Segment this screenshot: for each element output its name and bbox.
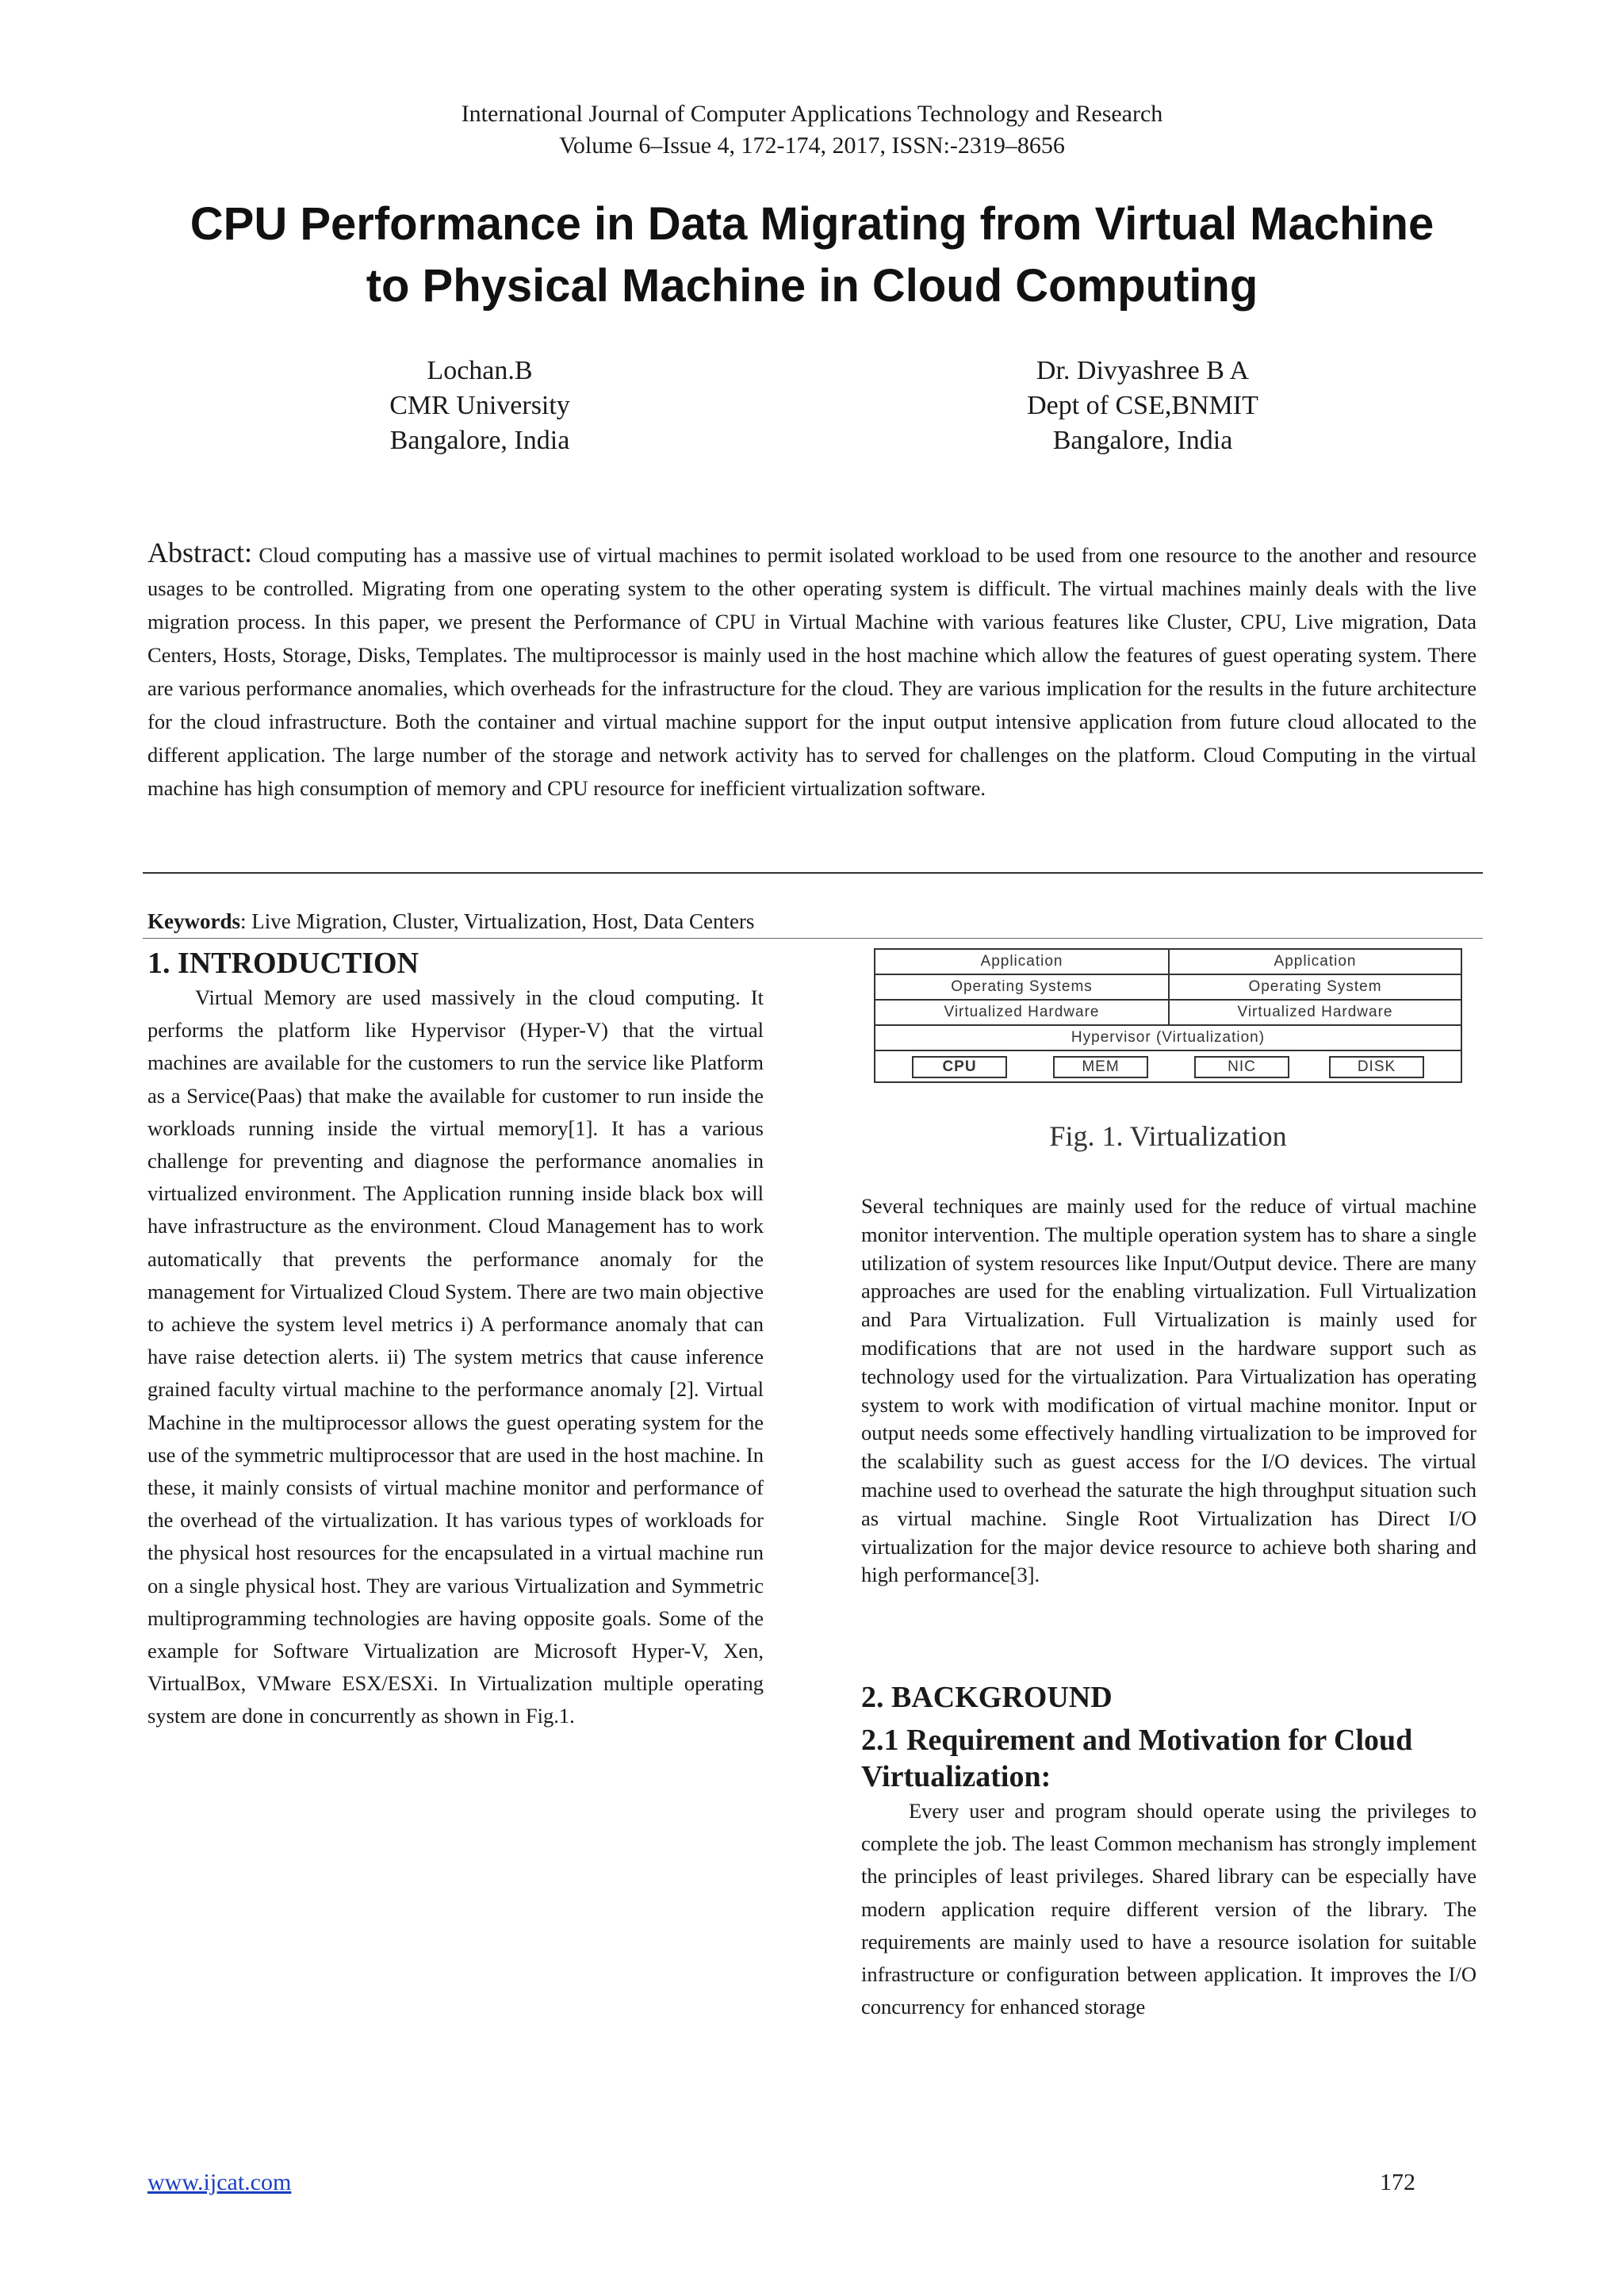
fig-left-application: Application xyxy=(874,948,1170,975)
author-2 xyxy=(980,354,1305,458)
fig-right-hardware: Virtualized Hardware xyxy=(1168,999,1462,1026)
keywords xyxy=(147,907,754,936)
requirement-body xyxy=(861,1795,1477,2023)
requirement-heading xyxy=(861,1722,1496,1795)
requirement-paragraph: Every user and program should operate using the privileges to complete the job. The least Common mechanism has strongly implement the principles of least privileges. Shared library can be especially have modern application require different version of the library. The requirements are mainly used to have a resource isolation for suitable infrastructure or configuration between application. It improves the I/O concurrency for enhanced storage xyxy=(861,1799,1477,2019)
title-line-2: to Physical Machine in Cloud Computing xyxy=(366,260,1258,312)
fig-cpu: CPU xyxy=(912,1056,1007,1078)
journal-name: International Journal of Computer Applications Technology and Research xyxy=(461,101,1163,127)
virtualization-figure xyxy=(874,948,1462,1083)
fig-hypervisor: Hypervisor (Virtualization) xyxy=(874,1024,1462,1051)
volume-info: Volume 6–Issue 4, 172-174, 2017, ISSN:-2319–8656 xyxy=(559,132,1065,159)
fig-right-os: Operating System xyxy=(1168,974,1462,1001)
figure-caption: Fig. 1. Virtualization xyxy=(1049,1120,1287,1152)
abstract-divider xyxy=(143,872,1483,874)
paper-title xyxy=(79,193,1545,317)
keywords-text: : Live Migration, Cluster, Virtualization, Host, Data Centers xyxy=(240,909,755,933)
fig-mem: MEM xyxy=(1053,1056,1148,1078)
title-line-1: CPU Performance in Data Migrating from Virtual Machine xyxy=(190,198,1434,250)
author-name: Lochan.B xyxy=(427,356,533,385)
intro-heading: 1. INTRODUCTION xyxy=(147,947,419,980)
page-number: 172 xyxy=(1380,2169,1415,2195)
fig-left-os: Operating Systems xyxy=(874,974,1170,1001)
journal-website-link[interactable]: www.ijcat.com xyxy=(147,2169,292,2195)
fig-nic: NIC xyxy=(1194,1056,1289,1078)
virtualization-techniques xyxy=(861,1192,1477,1590)
author-affiliation: CMR University xyxy=(389,391,570,420)
keywords-label: Keywords xyxy=(147,909,240,933)
abstract-label: Abstract: xyxy=(147,537,252,568)
intro-body xyxy=(147,982,764,1733)
requirement-heading-line-1: 2.1 Requirement and Motivation for Cloud xyxy=(861,1724,1413,1757)
author-affiliation: Dept of CSE,BNMIT xyxy=(1027,391,1258,420)
author-1 xyxy=(317,354,642,458)
author-location: Bangalore, India xyxy=(389,426,570,455)
abstract xyxy=(147,536,1477,805)
author-location: Bangalore, India xyxy=(1052,426,1233,455)
fig-disk: DISK xyxy=(1329,1056,1424,1078)
keywords-divider xyxy=(143,938,1483,939)
requirement-heading-line-2: Virtualization: xyxy=(861,1760,1051,1793)
intro-paragraph: Virtual Memory are used massively in the cloud computing. It performs the platform like Hypervisor (Hyper-V) that the virtual machines are available for the customers to run the service like Platform as a Service(Paas) that make the available for customer to run inside the workloads running inside the virtual memory[1]. It has a various challenge for preventing and diagnose the performance anomalies in virtualized environment. The Application running inside black box will have infrastructure as the environment. Cloud Management has to work automatically that prevents the performance anomaly for the management for Virtualized Cloud System. There are two main objective to achieve the system level metrics i) A performance anomaly that can have raise detection alerts. ii) The system metrics that cause inference grained faculty virtual machine to the performance anomaly [2]. Virtual Machine in the multiprocessor allows the guest operating system for the use of the symmetric multiprocessor that are used in the host machine. In these, it mainly consists of virtual machine monitor and performance of the overhead of the virtualization. It has various types of workloads for the physical host resources for the encapsulated in a virtual machine run on a single physical host. They are various Virtualization and Symmetric multiprogramming technologies are having opposite goals. Some of the example for Software Virtualization are Microsoft Hyper-V, Xen, VirtualBox, VMware ESX/ESXi. In Virtualization multiple operating system are done in concurrently as shown in Fig.1. xyxy=(147,985,764,1728)
fig-left-hardware: Virtualized Hardware xyxy=(874,999,1170,1026)
background-heading: 2. BACKGROUND xyxy=(861,1681,1113,1714)
techniques-paragraph: Several techniques are mainly used for the reduce of virtual machine monitor intervention. The multiple operation system has to share a single utilization of system resources like Input/Output device. There are many approaches are used for the enabling virtualization. Full Virtualization and Para Virtualization. Full Virtualization is mainly used for modifications that are not used in the hardware support such as technology used for the virtualization. Para Virtualization has operating system to work with modification of virtual machine monitor. Input or output needs some effectively handling virtualization to be improved for the scalability such as guest access for the I/O devices. The virtual machine used to overhead the saturate the high throughput situation such as virtual machine. Single Root Virtualization has Direct I/O virtualization for the major device resource to achieve both sharing and high performance[3]. xyxy=(861,1194,1477,1587)
abstract-text: Cloud computing has a massive use of virtual machines to permit isolated workload to be used from one resource to the another and resource usages to be controlled. Migrating from one operating system to the other operating system is difficult. The virtual machines mainly deals with the live migration process. In this paper, we present the Performance of CPU in Virtual Machine with various features like Cluster, CPU, Live migration, Data Centers, Hosts, Storage, Disks, Templates. The multiprocessor is mainly used in the host machine which allow the features of guest operating system. There are various performance anomalies, which overheads for the infrastructure for the cloud. They are various implication for the results in the future architecture for the cloud infrastructure. Both the container and virtual machine support for the input output intensive application from future cloud allocated to the different application. The large number of the storage and network activity has to served for challenges on the platform. Cloud Computing in the virtual machine has high consumption of memory and CPU resource for inefficient virtualization software. xyxy=(147,543,1477,800)
author-name: Dr. Divyashree B A xyxy=(1036,356,1250,385)
fig-right-application: Application xyxy=(1168,948,1462,975)
